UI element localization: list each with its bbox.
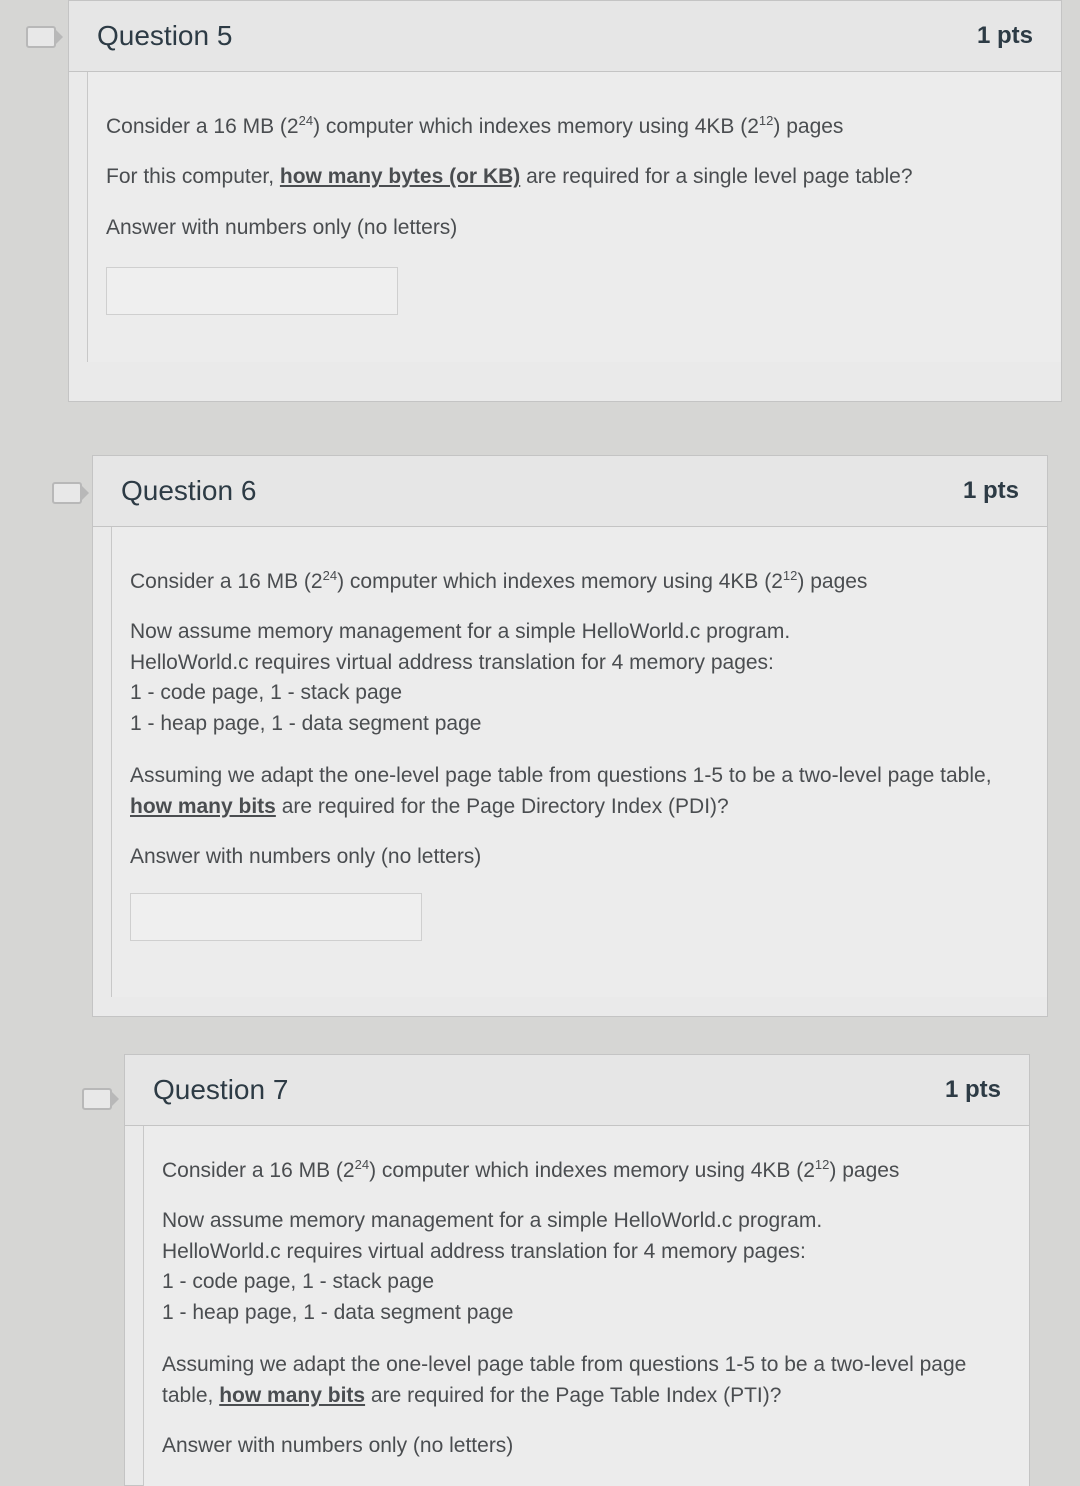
answer-instructions: Answer with numbers only (no letters)	[130, 845, 482, 869]
question-points: 1 pts	[976, 22, 1033, 49]
question-title: Question 5	[97, 20, 233, 51]
question-prompt: For this computer, how many bytes (or KB) are required for a single level page table?	[106, 165, 913, 189]
question-title: Question 6	[121, 475, 257, 506]
question-title: Question 7	[153, 1074, 289, 1105]
question-7	[124, 1054, 1030, 1486]
question-header	[93, 456, 1047, 527]
question-prompt: Assuming we adapt the one-level page table from questions 1-5 to be a two-level page table, how many bits are required for the Page Table Index (PTI)?	[162, 1353, 967, 1407]
question-6	[92, 455, 1048, 1017]
question-scenario: Now assume memory management for a simple HelloWorld.c program. HelloWorld.c requires virtual address translation for 4 memory pages: 1 - code page, 1 - stack page 1 - heap page, 1 - data segment page	[162, 1209, 823, 1324]
answer-instructions: Answer with numbers only (no letters)	[162, 1434, 514, 1458]
question-intro: Consider a 16 MB $(2^{24})$ computer which indexes memory using 4KB $(2^{12})$ pages	[162, 1157, 900, 1182]
answer-input[interactable]	[106, 267, 398, 315]
flag-question-icon[interactable]	[26, 26, 56, 48]
question-header	[69, 1, 1061, 72]
question-body	[111, 527, 1047, 997]
question-5	[68, 0, 1062, 402]
question-intro: Consider a 16 MB $(2^{24})$ computer which indexes memory using 4KB $(2^{12})$ pages	[106, 113, 844, 138]
answer-input[interactable]	[130, 893, 422, 941]
question-intro: Consider a 16 MB $(2^{24})$ computer which indexes memory using 4KB $(2^{12})$ pages	[130, 568, 868, 593]
question-body	[87, 72, 1061, 362]
question-points: 1 pts	[962, 477, 1019, 504]
question-body	[143, 1126, 1029, 1486]
question-header	[125, 1055, 1029, 1126]
answer-instructions: Answer with numbers only (no letters)	[106, 215, 458, 239]
question-scenario: Now assume memory management for a simple HelloWorld.c program. HelloWorld.c requires virtual address translation for 4 memory pages: 1 - code page, 1 - stack page 1 - heap page, 1 - data segment page	[130, 620, 791, 735]
question-prompt: Assuming we adapt the one-level page table from questions 1-5 to be a two-level page table, how many bits are required for the Page Directory Index (PDI)?	[130, 764, 992, 818]
flag-question-icon[interactable]	[52, 482, 82, 504]
question-points: 1 pts	[944, 1076, 1001, 1103]
flag-question-icon[interactable]	[82, 1088, 112, 1110]
